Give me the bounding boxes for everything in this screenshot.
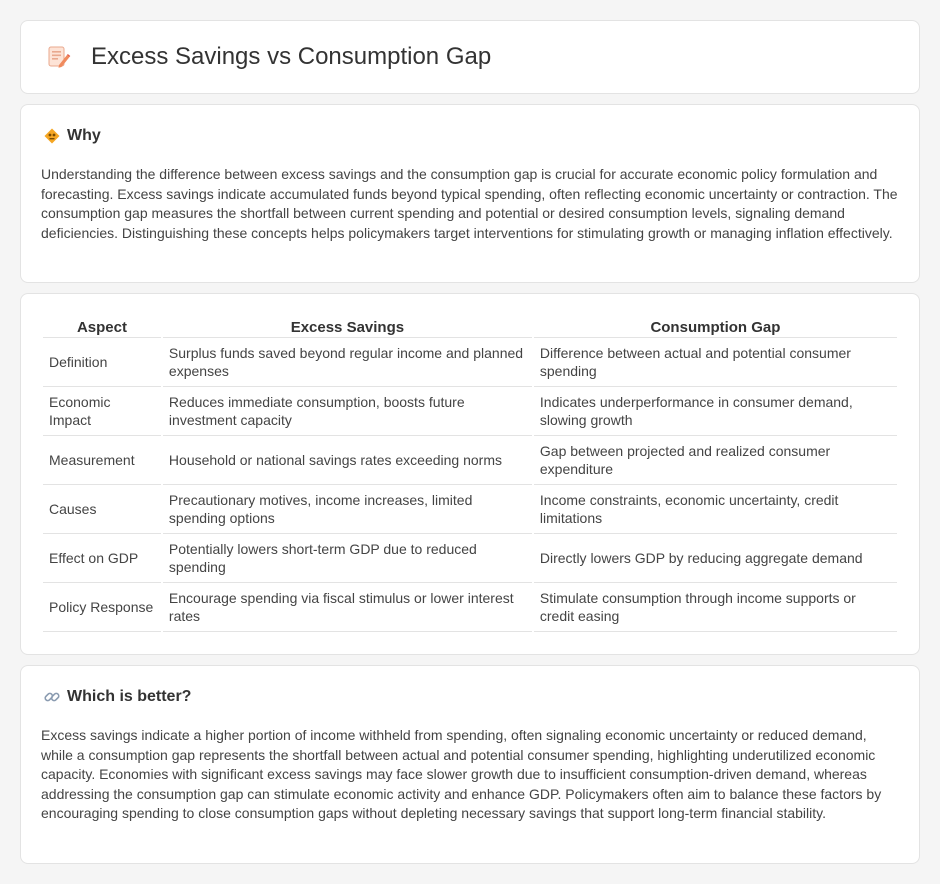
which-better-card	[20, 665, 920, 864]
row-aspect: Causes	[43, 485, 161, 534]
warning-diamond-icon	[43, 127, 61, 145]
row-excess-savings: Encourage spending via fiscal stimulus or lower interest rates	[163, 583, 532, 632]
memo-pencil-icon	[45, 44, 71, 70]
row-consumption-gap: Income constraints, economic uncertainty, credit limitations	[534, 485, 897, 534]
row-consumption-gap: Stimulate consumption through income supports or credit easing	[534, 583, 897, 632]
row-excess-savings: Potentially lowers short-term GDP due to reduced spending	[163, 534, 532, 583]
table-row	[43, 387, 897, 436]
row-aspect: Policy Response	[43, 583, 161, 632]
row-excess-savings: Reduces immediate consumption, boosts future investment capacity	[163, 387, 532, 436]
title-card	[20, 20, 920, 94]
title-row	[21, 21, 919, 93]
better-paragraph: Excess savings indicate a higher portion of income withheld from spending, often signaling economic uncertainty or reduced demand, while a consumption gap represents the shortfall between actual and potential consumer spending, highlighting underutilized economic capacity. Economies with significant excess savings may face slower growth due to insufficient consumption-driven demand, whereas addressing the consumption gap can stimulate economic activity and enhance GDP. Policymakers often aim to balance these factors by encouraging spending to close consumption gaps without depleting necessary savings that support long-term financial stability.	[41, 727, 882, 821]
row-consumption-gap: Directly lowers GDP by reducing aggregate demand	[534, 534, 897, 583]
row-aspect: Effect on GDP	[43, 534, 161, 583]
row-excess-savings: Household or national savings rates exceeding norms	[163, 436, 532, 485]
why-heading-row	[43, 127, 101, 145]
row-consumption-gap: Indicates underperformance in consumer demand, slowing growth	[534, 387, 897, 436]
comparison-card	[20, 293, 920, 655]
table-row	[43, 534, 897, 583]
comparison-table	[41, 314, 899, 632]
row-excess-savings: Precautionary motives, income increases, limited spending options	[163, 485, 532, 534]
table-row	[43, 583, 897, 632]
row-excess-savings: Surplus funds saved beyond regular income and planned expenses	[163, 338, 532, 387]
row-consumption-gap: Difference between actual and potential consumer spending	[534, 338, 897, 387]
row-aspect: Measurement	[43, 436, 161, 485]
row-aspect: Economic Impact	[43, 387, 161, 436]
better-heading-row	[43, 688, 191, 706]
row-aspect: Definition	[43, 338, 161, 387]
row-consumption-gap: Gap between projected and realized consumer expenditure	[534, 436, 897, 485]
better-heading: Which is better?	[67, 688, 192, 705]
page-title: Excess Savings vs Consumption Gap	[91, 43, 492, 70]
table-header-row	[43, 314, 897, 338]
link-icon	[43, 688, 61, 706]
header-aspect: Aspect	[43, 314, 161, 338]
why-card	[20, 104, 920, 283]
table-row	[43, 338, 897, 387]
header-consumption-gap: Consumption Gap	[534, 314, 897, 338]
header-excess-savings: Excess Savings	[163, 314, 532, 338]
why-paragraph: Understanding the difference between excess savings and the consumption gap is crucial for accurate economic policy formulation and forecasting. Excess savings indicate accumulated funds beyond typical spending, often reflecting economic uncertainty or contraction. The consumption gap measures the shortfall between current spending and potential or desired consumption levels, signaling demand deficiencies. Distinguishing these concepts helps policymakers target interventions for stimulating growth or managing inflation effectively.	[41, 166, 898, 241]
why-heading: Why	[67, 127, 101, 144]
table-row	[43, 485, 897, 534]
table-row	[43, 436, 897, 485]
